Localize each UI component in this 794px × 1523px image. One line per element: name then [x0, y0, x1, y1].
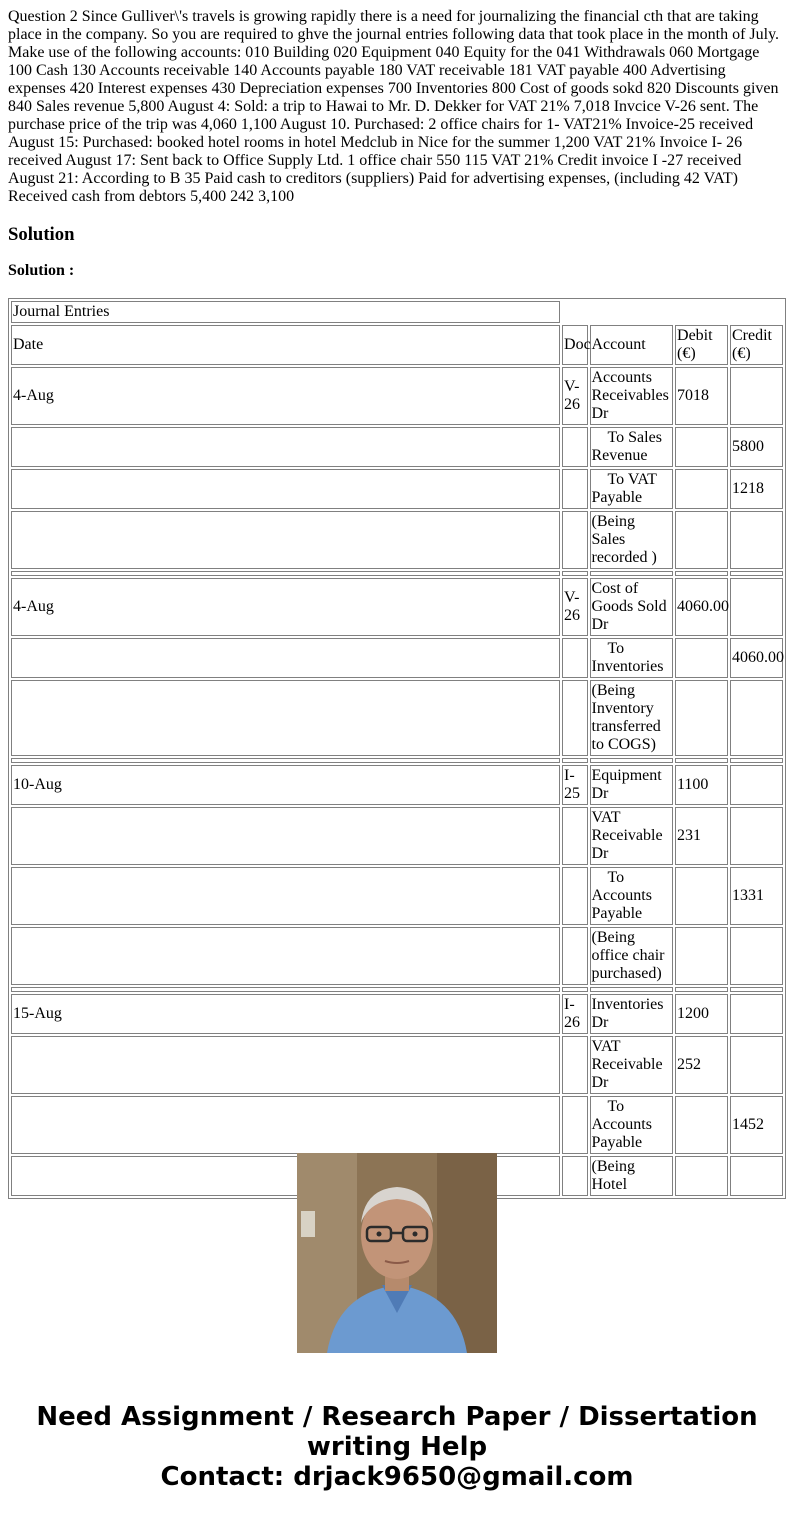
cell-account: Equipment Dr: [590, 765, 674, 805]
cell-credit: [730, 367, 783, 425]
cell-debit: [675, 638, 728, 678]
cell-doc: [562, 867, 587, 925]
cell-account: To Accounts Payable: [590, 1096, 674, 1154]
cell-debit: 1200: [675, 994, 728, 1034]
cell-date: 4-Aug: [11, 367, 560, 425]
cell-account: (Being Inventory transferred to COGS): [590, 680, 674, 756]
entry-separator: [11, 758, 783, 763]
table-row: [11, 511, 783, 569]
header-date: Date: [11, 325, 560, 365]
separator-cell: [590, 758, 674, 763]
cell-credit: 1331: [730, 867, 783, 925]
solution-heading: Solution: [8, 224, 75, 245]
cell-doc: [562, 1096, 587, 1154]
cell-account: To Sales Revenue: [590, 427, 674, 467]
table-row: [11, 807, 783, 865]
cell-date: [11, 638, 560, 678]
table-row: [11, 469, 783, 509]
page-content: [8, 8, 786, 280]
cell-account: Inventories Dr: [590, 994, 674, 1034]
cell-account: (Being office chair purchased): [590, 927, 674, 985]
cell-doc: I-26: [562, 994, 587, 1034]
cell-debit: [675, 927, 728, 985]
cell-credit: 5800: [730, 427, 783, 467]
cell-date: 10-Aug: [11, 765, 560, 805]
table-title-row: [11, 301, 783, 323]
portrait-image: [297, 1153, 497, 1353]
cell-account: Cost of Goods Sold Dr: [590, 578, 674, 636]
cell-debit: 1100: [675, 765, 728, 805]
cell-doc: I-25: [562, 765, 587, 805]
cell-credit: [730, 1156, 783, 1196]
author-avatar: [297, 1153, 497, 1353]
table-row: [11, 578, 783, 636]
cell-doc: [562, 1036, 587, 1094]
cell-credit: 1452: [730, 1096, 783, 1154]
table-row: [11, 367, 783, 425]
cell-debit: [675, 1096, 728, 1154]
cell-credit: [730, 680, 783, 756]
separator-cell: [11, 758, 560, 763]
cell-date: [11, 867, 560, 925]
solution-label: Solution :: [8, 262, 75, 279]
cell-account: To Accounts Payable: [590, 867, 674, 925]
cell-debit: [675, 427, 728, 467]
cell-doc: V-26: [562, 578, 587, 636]
separator-cell: [562, 758, 587, 763]
header-debit: Debit (€): [675, 325, 728, 365]
cell-doc: [562, 1156, 587, 1196]
separator-cell: [675, 987, 728, 992]
cell-date: [11, 469, 560, 509]
header-credit: Credit (€): [730, 325, 783, 365]
cell-credit: 1218: [730, 469, 783, 509]
cell-debit: [675, 680, 728, 756]
separator-cell: [675, 571, 728, 576]
cell-account: To Inventories: [590, 638, 674, 678]
header-account: Account: [590, 325, 674, 365]
cell-credit: [730, 1036, 783, 1094]
cell-account: (Being Hotel: [590, 1156, 674, 1196]
cell-debit: [675, 1156, 728, 1196]
table-title: Journal Entries: [11, 301, 560, 323]
cell-doc: [562, 511, 587, 569]
cell-credit: 4060.00: [730, 638, 783, 678]
separator-cell: [562, 571, 587, 576]
cell-date: [11, 1036, 560, 1094]
cell-date: 15-Aug: [11, 994, 560, 1034]
cell-date: [11, 511, 560, 569]
table-row: [11, 638, 783, 678]
table-row: [11, 1096, 783, 1154]
table-row: [11, 427, 783, 467]
cell-doc: [562, 807, 587, 865]
question-text: Question 2 Since Gulliver\'s travels is growing rapidly there is a need for journalizing the financial cth that are taking place in the company. So you are required to ghve the journal entries following data that took place in the month of July. Make use of the following accounts: 010 Building 020 Equipment 040 Equity for the 041 Withdrawals 060 Mortgage 100 Cash 130 Accounts receivable 140 Accounts payable 180 VAT receivable 181 VAT payable 400 Advertising expenses 420 Interest expenses 430 Depreciation expenses 700 Inventories 800 Cost of goods sokd 820 Discounts given 840 Sales revenue 5,800 August 4: Sold: a trip to Hawai to Mr. D. Dekker for VAT 21% 7,018 Invcice V-26 sent. The purchase price of the trip was 4,060 1,100 August 10. Purchased: 2 office chairs for 1- VAT21% Invoice-25 received August 15: Purchased: booked hotel rooms in hotel Medclub in Nice for the summer 1,200 VAT 21% Invoice I- 26 received August 17: Sent back to Office Supply Ltd. 1 office chair 550 115 VAT 21% Credit invoice I -27 received August 21: According to B 35 Paid cash to creditors (suppliers) Paid for advertising expenses, (including 42 VAT) Received cash from debtors 5,400 242 3,100: [8, 8, 780, 205]
table-row: [11, 765, 783, 805]
cell-credit: [730, 578, 783, 636]
separator-cell: [11, 571, 560, 576]
cell-credit: [730, 994, 783, 1034]
separator-cell: [675, 758, 728, 763]
cell-doc: [562, 469, 587, 509]
cell-debit: 7018: [675, 367, 728, 425]
cell-debit: 252: [675, 1036, 728, 1094]
cell-doc: [562, 927, 587, 985]
cell-debit: [675, 867, 728, 925]
cell-debit: 4060.00: [675, 578, 728, 636]
separator-cell: [590, 571, 674, 576]
table-row: [11, 1036, 783, 1094]
cell-doc: [562, 680, 587, 756]
promo-banner: [0, 1402, 794, 1492]
cell-date: [11, 927, 560, 985]
cell-credit: [730, 765, 783, 805]
cell-doc: [562, 427, 587, 467]
table-row: [11, 927, 783, 985]
separator-cell: [562, 987, 587, 992]
entry-separator: [11, 987, 783, 992]
cell-date: [11, 807, 560, 865]
cell-doc: [562, 638, 587, 678]
cell-date: [11, 680, 560, 756]
promo-line-2: writing Help: [306, 1432, 488, 1462]
journal-table-container: [8, 298, 786, 1193]
separator-cell: [590, 987, 674, 992]
separator-cell: [11, 987, 560, 992]
table-row: [11, 867, 783, 925]
promo-line-1: Need Assignment / Research Paper / Dissertation: [36, 1402, 758, 1432]
cell-credit: [730, 511, 783, 569]
cell-date: 4-Aug: [11, 578, 560, 636]
cell-account: To VAT Payable: [590, 469, 674, 509]
cell-credit: [730, 927, 783, 985]
separator-cell: [730, 987, 783, 992]
table-row: [11, 680, 783, 756]
journal-table: [8, 298, 786, 1199]
cell-account: VAT Receivable Dr: [590, 807, 674, 865]
cell-date: [11, 427, 560, 467]
separator-cell: [730, 758, 783, 763]
cell-debit: [675, 511, 728, 569]
promo-contact: Contact: drjack9650@gmail.com: [160, 1462, 634, 1492]
table-row: [11, 994, 783, 1034]
table-header-row: [11, 325, 783, 365]
cell-debit: [675, 469, 728, 509]
entry-separator: [11, 571, 783, 576]
cell-credit: [730, 807, 783, 865]
cell-debit: 231: [675, 807, 728, 865]
cell-account: Accounts Receivables Dr: [590, 367, 674, 425]
separator-cell: [730, 571, 783, 576]
cell-doc: V-26: [562, 367, 587, 425]
cell-account: VAT Receivable Dr: [590, 1036, 674, 1094]
header-doc: Doc: [562, 325, 587, 365]
cell-account: (Being Sales recorded ): [590, 511, 674, 569]
cell-date: [11, 1096, 560, 1154]
